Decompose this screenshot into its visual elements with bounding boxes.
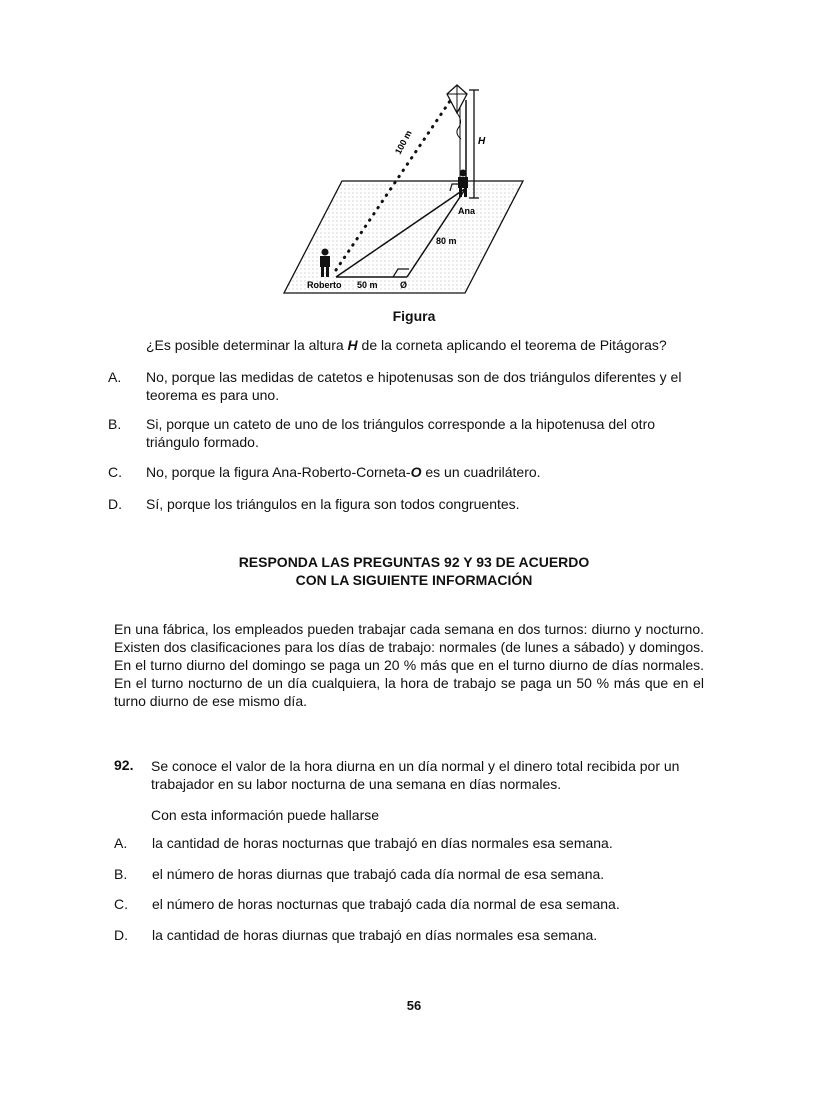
- kite-icon: [447, 85, 467, 139]
- kite-figure: [280, 80, 530, 300]
- question-92-number: 92.: [114, 757, 134, 773]
- question-91-prompt: ¿Es posible determinar la altura H de la corneta aplicando el teorema de Pitágoras?: [146, 337, 667, 353]
- figure-caption: Figura: [392, 308, 436, 324]
- ground-plane: [284, 181, 523, 293]
- question-92-subprompt: Con esta información puede hallarse: [151, 807, 380, 823]
- variable-h: H: [347, 337, 358, 353]
- page-number: 56: [406, 998, 422, 1013]
- variable-o: O: [410, 464, 422, 480]
- label-100m: 100 m: [392, 128, 414, 156]
- label-80m: 80 m: [436, 236, 457, 246]
- section-heading: RESPONDA LAS PREGUNTAS 92 Y 93 DE ACUERDO CON LA SIGUIENTE INFORMACIÓN: [238, 554, 590, 588]
- kite-diagram: [280, 80, 530, 300]
- label-roberto: Roberto: [307, 280, 342, 290]
- label-50m: 50 m: [357, 280, 378, 290]
- label-h: H: [478, 136, 486, 147]
- question-92-prompt: Se conoce el valor de la hora diurna en un día normal y el dinero total recibida por un trabajador en su labor nocturna de una semana en días normales.: [151, 758, 680, 792]
- label-o: Ø: [400, 280, 408, 290]
- label-ana: Ana: [458, 206, 476, 216]
- info-paragraph: En una fábrica, los empleados pueden trabajar cada semana en dos turnos: diurno y nocturno. Existen dos clasificaciones para los días de trabajo: normales (de lunes a sábado) y domingos. En el turno diurno del domingo se paga un 20 % más que en el turno diurno de días normales. En el turno nocturno de un día cualquiera, la hora de trabajo se paga un 50 % más que en el turno diurno de ese mismo día.: [114, 621, 704, 709]
